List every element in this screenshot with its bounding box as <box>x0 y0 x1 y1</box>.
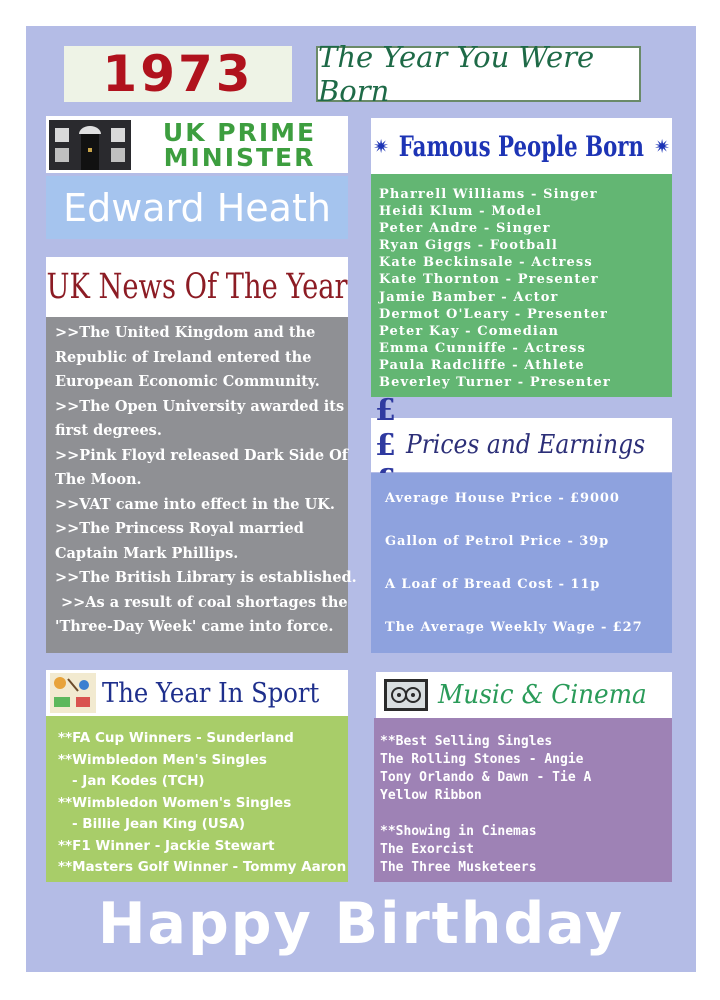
news-line: >>The Open University awarded its <box>55 397 345 415</box>
sport-item: **FA Cup Winners - Sunderland <box>58 730 294 746</box>
single-item: The Rolling Stones - Angie <box>380 752 584 767</box>
famous-person: Peter Andre - Singer <box>379 221 551 237</box>
sport-item: - Billie Jean King (USA) <box>72 816 246 832</box>
sport-item: - Jan Kodes (TCH) <box>72 773 205 789</box>
price-item: Average House Price - £9000 <box>385 491 620 506</box>
sport-item: **Masters Golf Winner - Tommy Aaron <box>58 859 347 875</box>
news-line: The Moon. <box>55 471 142 488</box>
prime-minister-title-line1: UK PRIME <box>162 117 317 147</box>
news-line: >>As a result of coal shortages the <box>61 593 348 611</box>
famous-person: Dermot O'Leary - Presenter <box>379 306 609 322</box>
sports-collage-icon <box>50 673 96 713</box>
happy-birthday-text: Happy Birthday <box>97 891 625 957</box>
price-item: A Loaf of Bread Cost - 11p <box>385 577 601 592</box>
pound-symbols: ££ <box>375 392 396 463</box>
prime-minister-name-panel <box>46 176 348 239</box>
price-item: Gallon of Petrol Price - 39p <box>385 534 610 549</box>
prices-title: Prices and Earnings <box>406 430 646 460</box>
year-born-title: The Year You Were Born <box>318 40 595 108</box>
year-born-banner <box>316 40 641 108</box>
sport-panel <box>46 716 348 882</box>
birthday-poster <box>26 26 696 972</box>
news-title: UK News Of The Year <box>46 267 348 307</box>
price-item: The Average Weekly Wage - £27 <box>385 620 643 635</box>
prices-header <box>371 392 672 472</box>
starburst-icon <box>655 131 669 161</box>
starburst-icon <box>374 131 388 161</box>
sport-item: **Wimbledon Women's Singles <box>58 794 292 811</box>
film-item: The Three Musketeers <box>380 860 537 875</box>
famous-person: Jamie Bamber - Actor <box>379 289 559 305</box>
news-line: Captain Mark Phillips. <box>55 544 239 562</box>
prime-minister-title-line2: MINISTER <box>163 142 316 172</box>
news-header <box>46 257 348 317</box>
famous-person: Paula Radcliffe - Athlete <box>379 357 585 373</box>
music-cinema-header <box>376 672 672 718</box>
single-item: Yellow Ribbon <box>380 788 482 803</box>
news-line: European Economic Community. <box>55 373 320 390</box>
famous-people-panel <box>371 174 672 397</box>
famous-person: Kate Beckinsale - Actress <box>379 255 593 271</box>
sport-item: **Wimbledon Men's Singles <box>58 751 267 768</box>
prime-minister-title <box>131 117 348 172</box>
news-line: >>VAT came into effect in the UK. <box>55 495 335 513</box>
prices-panel <box>371 473 672 653</box>
film-item: The Exorcist <box>380 842 474 857</box>
famous-people-header <box>371 118 672 174</box>
news-line: >>The United Kingdom and the <box>55 324 316 341</box>
famous-person: Peter Kay - Comedian <box>379 323 560 339</box>
spacer <box>380 805 672 823</box>
news-line: >>The British Library is established. <box>55 569 357 586</box>
news-line: >>Pink Floyd released Dark Side Of <box>55 446 348 464</box>
news-panel <box>46 317 357 653</box>
cinema-heading: **Showing in Cinemas <box>380 824 537 839</box>
sport-header <box>46 670 348 716</box>
singles-heading: **Best Selling Singles <box>380 734 553 749</box>
famous-person: Emma Cunniffe - Actress <box>379 340 586 356</box>
single-item: Tony Orlando & Dawn - Tie A <box>380 770 592 785</box>
sport-title: The Year In Sport <box>102 677 320 709</box>
famous-person: Pharrell Williams - Singer <box>379 187 598 202</box>
prime-minister-name: Edward Heath <box>63 185 331 230</box>
year-title: 1973 <box>102 45 254 103</box>
famous-people-title: Famous People Born <box>398 129 645 163</box>
downing-street-door-icon <box>49 120 131 170</box>
sport-item: **F1 Winner - Jackie Stewart <box>58 837 275 854</box>
news-line: 'Three-Day Week' came into force. <box>55 618 334 635</box>
prime-minister-header <box>46 116 348 173</box>
news-line: first degrees. <box>55 422 162 439</box>
music-cinema-panel <box>374 718 672 882</box>
famous-person: Beverley Turner - Presenter <box>379 375 611 391</box>
famous-person: Kate Thornton - Presenter <box>379 272 599 288</box>
famous-person: Heidi Klum - Model <box>379 204 543 220</box>
music-cinema-title: Music & Cinema <box>438 680 647 710</box>
year-banner <box>64 46 292 102</box>
famous-person: Ryan Giggs - Football <box>379 238 558 254</box>
news-line: Republic of Ireland entered the <box>55 348 312 366</box>
film-reel-icon <box>384 679 428 711</box>
news-line: >>The Princess Royal married <box>55 520 304 537</box>
